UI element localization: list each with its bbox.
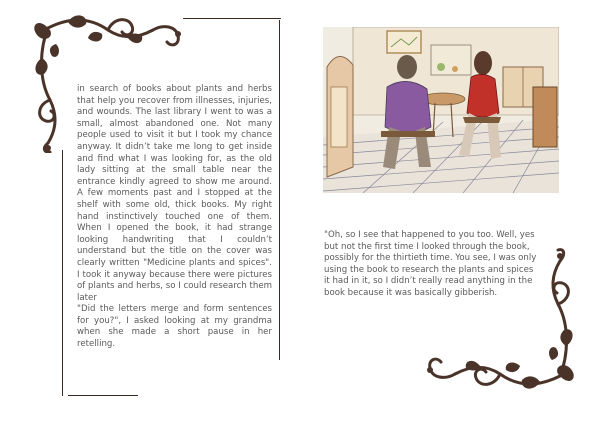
left-top-rule (183, 18, 281, 19)
left-column-text (77, 84, 272, 351)
right-paragraph-1: "Oh, so I see that happened to you too. Well, yes but not the first time I looked through the book, possibly for the thirtieth time. You see, I was only using the book to research the plants and spices it had in it, so I didn’t really read anything in the book because it was basically gibberish. (324, 230, 537, 298)
left-paragraph-2: "Did the letters merge and form sentences for you?", I asked looking at my grandma when she made a short pause in her retelling. (77, 304, 272, 350)
left-side-rule (279, 20, 280, 360)
left-bottom-rule (68, 395, 138, 396)
left-paragraph-1: in search of books about plants and herbs that help you recover from illnesses, injuries, and wounds. The last library I went to was a small, almost abandoned one. Not many people used to visit it but I took my chance anyway. It didn’t take me long to get inside and find what I was looking for, as the old lady sitting at the small table near the entrance kindly agreed to show me around. A few moments past and I stopped at the shelf with some old, thick books. My right hand instinctively touched one of them. When I opened the book, it had strange looking handwriting that I couldn’t understand but the title on the cover was clearly written "Medicine plants and spices". I took it anyway because there were pictures of plants and herbs, so I could research them later (77, 84, 272, 303)
corner-ornament-bottom-right-icon (420, 236, 580, 396)
left-inner-rule (62, 150, 63, 396)
illustration-two-women-drawing (323, 27, 559, 193)
